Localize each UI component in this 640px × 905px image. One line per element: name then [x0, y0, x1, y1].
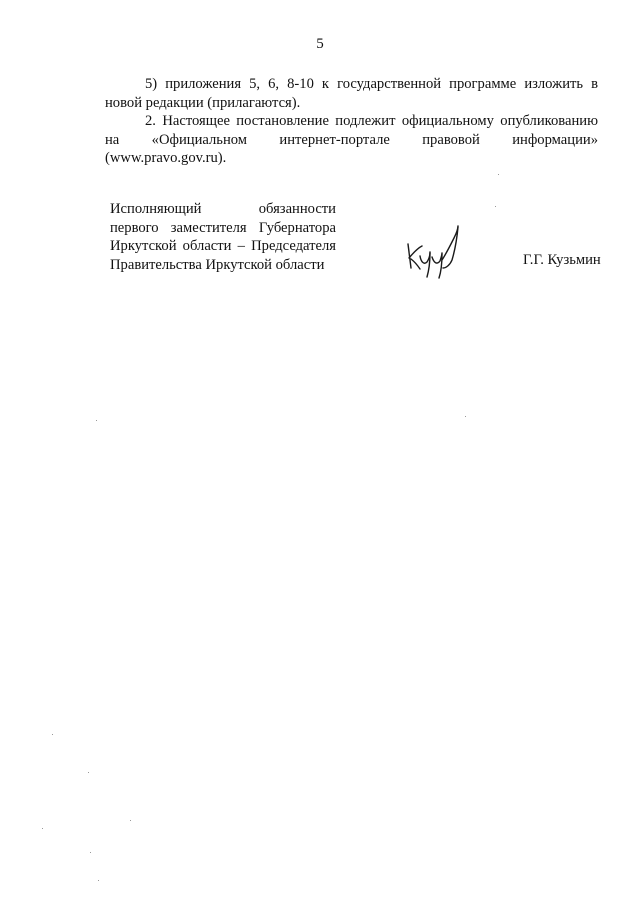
signer-name: Г.Г. Кузьмин	[523, 252, 601, 268]
scan-speck	[96, 420, 97, 421]
scan-speck	[130, 820, 131, 821]
paragraph-line: 2. Настоящее постановление подлежит официальному опубликованию	[145, 113, 598, 129]
scan-speck	[98, 880, 99, 881]
signatory-position	[110, 200, 336, 274]
position-line: первого заместителя Губернатора	[110, 219, 336, 236]
scan-speck	[90, 852, 91, 853]
paragraph-line: на «Официальном интернет-портале правовой информации»	[105, 131, 598, 148]
scan-speck	[88, 772, 89, 773]
position-line: Правительства Иркутской области	[110, 256, 325, 273]
scan-speck	[498, 174, 499, 175]
scan-speck	[495, 206, 496, 207]
position-line: Иркутской области – Председателя	[110, 238, 336, 254]
paragraph-line: новой редакции (прилагаются).	[105, 94, 301, 111]
scan-speck	[465, 416, 466, 417]
scan-speck	[52, 734, 53, 735]
paragraph-publication	[105, 112, 598, 168]
scan-speck	[42, 828, 43, 829]
paragraph-amendment-5	[105, 75, 598, 112]
position-line: Исполняющий обязанности	[110, 201, 336, 217]
paragraph-line: 5) приложения 5, 6, 8-10 к государственной программе изложить в	[145, 76, 598, 92]
document-body	[105, 75, 598, 168]
page-number: 5	[316, 36, 324, 52]
handwritten-signature	[402, 222, 466, 280]
paragraph-line: (www.pravo.gov.ru).	[105, 150, 227, 166]
